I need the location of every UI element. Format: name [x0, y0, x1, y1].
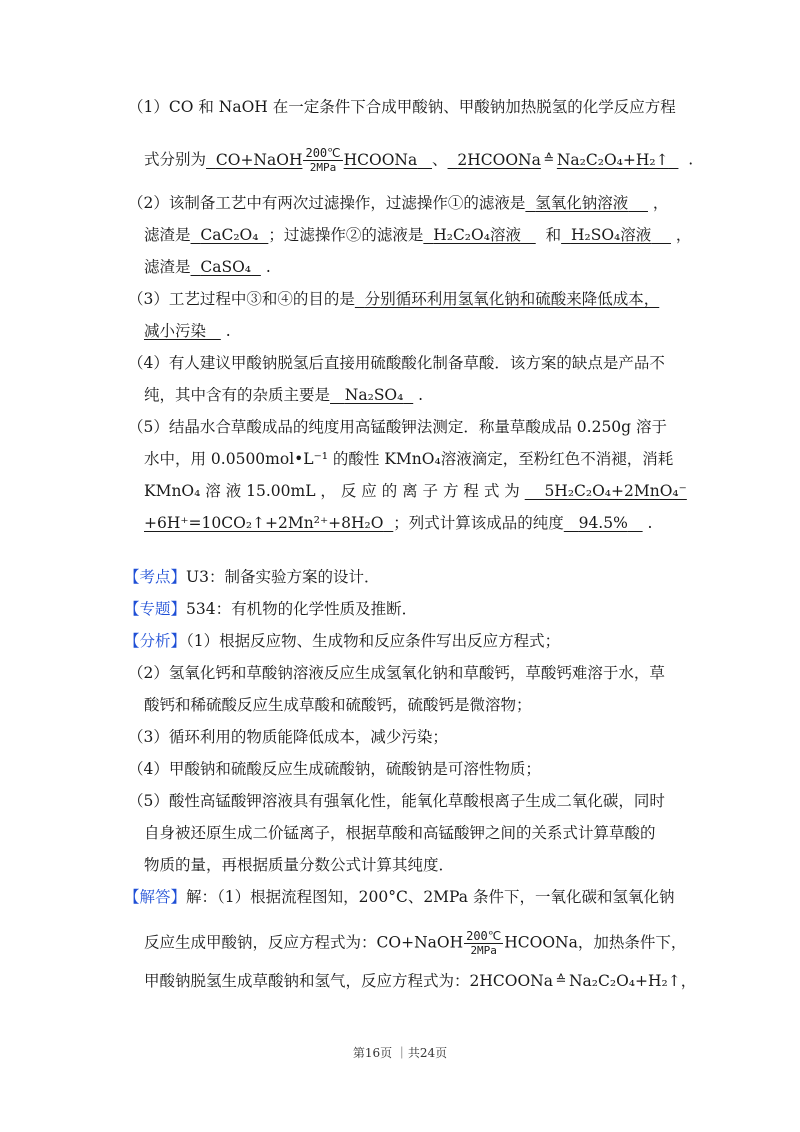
fenxi-label: 【分析】 — [124, 632, 187, 650]
jieda-line3: 甲酸钠脱氢生成草酸钠和氢气，反应方程式为：2HCOONa ≙ Na₂C₂O₄+H₂↑， — [144, 972, 697, 990]
q2-filtrate1: 氢氧化钠溶液 — [535, 194, 629, 212]
q5-line1: （5）结晶水合草酸成品的纯度用高锰酸钾法测定．称量草酸成品 0.250g 溶于 — [128, 418, 668, 436]
q2-line3: 滤渣是 CaSO₄ . — [144, 258, 271, 276]
q2-residue1: CaC₂O₄ — [200, 226, 259, 244]
zhuanti-label: 【专题】 — [124, 600, 187, 618]
q3-answer2: 减小污染 — [144, 322, 207, 340]
fenxi-line2a: （2）氢氧化钙和草酸钠溶液反应生成氢氧化钠和草酸钙，草酸钙难溶于水，草 — [128, 664, 665, 682]
q5-line4: +6H⁺=10CO₂↑+2Mn²⁺+8H₂O ；列式计算该成品的纯度 94.5% . — [144, 514, 653, 532]
q2-line1: （2）该制备工艺中有两次过滤操作，过滤操作①的滤液是 氢氧化钠溶液 ， — [128, 194, 669, 212]
fenxi-line1: 【分析】（1）根据反应物、生成物和反应条件写出反应方程式； — [124, 632, 561, 650]
q3-line1: （3）工艺过程中③和④的目的是 分别循环利用氢氧化钠和硫酸来降低成本， — [128, 290, 660, 308]
q1-condition: $\frac{200℃}{\text{2MPa}}$ — [305, 146, 341, 174]
q3-line2: 减小污染 . — [144, 322, 231, 340]
kaodian-label: 【考点】 — [124, 568, 187, 586]
q5-line2: 水中，用 0.0500mol•L⁻¹ 的酸性 KMnO₄溶液滴定，至粉红色不消褪，消耗 — [144, 450, 674, 468]
q1-line2: 式分别为 CO+NaOH $\frac{200℃}{\text{2MPa}}$ HCOONa 、 2HCOONa ≙ Na₂C₂O₄+H₂↑ . — [144, 146, 694, 174]
q4-line2: 纯，其中含有的杂质主要是 Na₂SO₄ . — [144, 386, 424, 404]
q2-line2: 滤渣是 CaC₂O₄ ；过滤操作②的滤液是 H₂C₂O₄溶液 和 H₂SO₄溶液 ， — [144, 226, 692, 244]
q1-eq1: CO+NaOH $\frac{200℃}{\text{2MPa}}$ HCOONa — [215, 146, 418, 174]
fenxi-line2b: 酸钙和稀硫酸反应生成草酸和硫酸钙，硫酸钙是微溶物； — [144, 696, 532, 714]
q1-line1: （1）CO 和 NaOH 在一定条件下合成甲酸钠、甲酸钠加热脱氢的化学反应方程 — [128, 98, 676, 116]
q5-purity: 94.5% — [578, 514, 628, 532]
q5-ionic1: 5H₂C₂O₄+2MnO₄⁻ — [544, 482, 687, 500]
jieda-condition: $\frac{200℃}{\text{2MPa}}$ — [466, 929, 502, 957]
q5-line3: KMnO₄ 溶 液 15.00mL ， 反 应 的 离 子 方 程 式 为 5H₂C₂O₄+2MnO₄⁻ — [144, 482, 687, 500]
q4-answer: Na₂SO₄ — [344, 386, 404, 404]
q2-filtrate2b: H₂SO₄溶液 — [570, 226, 652, 244]
jieda-line2: 反应生成甲酸钠，反应方程式为：CO+NaOH $\frac{200℃}{\text{2MPa}}$ HCOONa，加热条件下， — [144, 929, 687, 957]
q4-line1: （4）有人建议甲酸钠脱氢后直接用硫酸酸化制备草酸．该方案的缺点是产品不 — [128, 354, 665, 372]
fenxi-line5a: （5）酸性高锰酸钾溶液具有强氧化性，能氧化草酸根离子生成二氧化碳，同时 — [128, 792, 665, 810]
jieda-delta: ≙ — [555, 973, 567, 988]
q5-ionic2: +6H⁺=10CO₂↑+2Mn²⁺+8H₂O — [144, 514, 384, 532]
q2-filtrate2a: H₂C₂O₄溶液 — [433, 226, 521, 244]
jieda-line1: 【解答】解：（1）根据流程图知，200°C、2MPa 条件下，一氧化碳和氢氧化钠 — [124, 888, 675, 906]
fenxi-line4: （4）甲酸钠和硫酸反应生成硫酸钠，硫酸钠是可溶性物质； — [128, 760, 541, 778]
kaodian-line: 【考点】U3：制备实验方案的设计． — [124, 568, 380, 586]
q3-answer1: 分别循环利用氢氧化钠和硫酸来降低成本， — [364, 290, 660, 308]
q1-sep: 、 — [432, 150, 448, 169]
fenxi-line5c: 物质的量，再根据质量分数公式计算其纯度． — [144, 856, 455, 874]
q1-eq2: 2HCOONa ≙ Na₂C₂O₄+H₂↑ — [457, 150, 669, 169]
jieda-label: 【解答】 — [124, 888, 187, 906]
zhuanti-line: 【专题】534：有机物的化学性质及推断． — [124, 600, 418, 618]
q2-residue2: CaSO₄ — [200, 258, 252, 276]
fenxi-line5b: 自身被还原生成二价锰离子，根据草酸和高锰酸钾之间的关系式计算草酸的 — [144, 824, 656, 842]
fenxi-line3: （3）循环利用的物质能降低成本，减少污染； — [128, 728, 448, 746]
page-footer: 第16页 ｜共24页 — [352, 1046, 448, 1060]
q1-prefix: 式分别为 — [144, 150, 207, 169]
